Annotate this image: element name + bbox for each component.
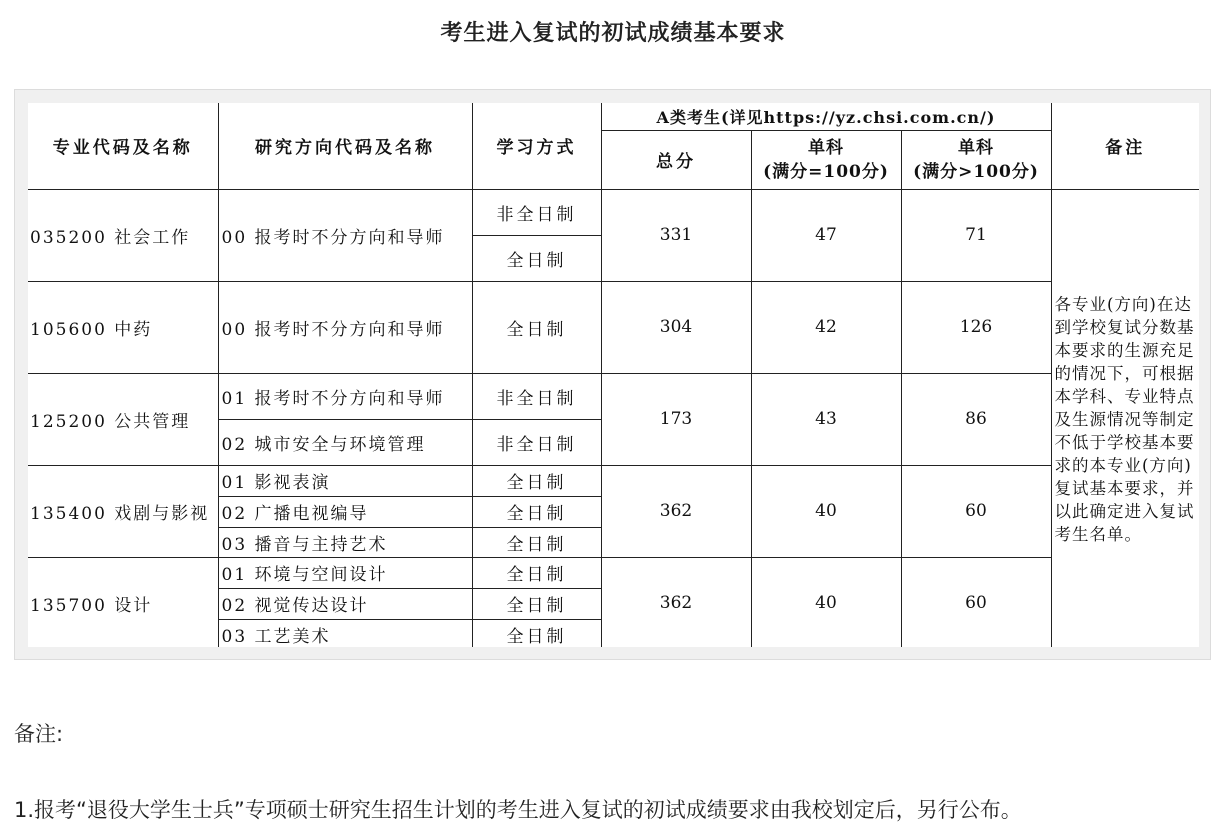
direction-cell: 01 环境与空间设计	[218, 557, 472, 588]
table-row	[28, 557, 1199, 588]
study-mode-cell: 非全日制	[472, 419, 601, 465]
direction-cell: 03 播音与主持艺术	[218, 527, 472, 557]
direction-cell: 00 报考时不分方向和导师	[218, 281, 472, 373]
total-score-cell: 362	[601, 465, 751, 557]
header-total: 总分	[601, 130, 751, 189]
header-mode: 学习方式	[472, 103, 601, 189]
direction-cell: 01 影视表演	[218, 465, 472, 496]
header-major: 专业代码及名称	[28, 103, 218, 189]
study-mode-cell: 全日制	[472, 235, 601, 281]
table-row	[28, 373, 1199, 419]
table-row	[28, 189, 1199, 235]
total-score-cell: 173	[601, 373, 751, 465]
study-mode-cell: 全日制	[472, 557, 601, 588]
header-single-over-100: 单科 (满分>100分)	[901, 130, 1051, 189]
single-score-100-cell: 40	[751, 557, 901, 647]
header-single-100: 单科 (满分=100分)	[751, 130, 901, 189]
total-score-cell: 331	[601, 189, 751, 281]
direction-cell: 02 城市安全与环境管理	[218, 419, 472, 465]
page-title: 考生进入复试的初试成绩基本要求	[440, 21, 786, 46]
header-category-a: A类考生(详见https://yz.chsi.com.cn/)	[601, 103, 1051, 130]
major-cell: 035200 社会工作	[28, 189, 218, 281]
notes-heading: 备注:	[14, 722, 64, 746]
table-row	[28, 465, 1199, 496]
single-score-100-cell: 40	[751, 465, 901, 557]
direction-cell: 01 报考时不分方向和导师	[218, 373, 472, 419]
direction-cell: 00 报考时不分方向和导师	[218, 189, 472, 281]
major-cell: 125200 公共管理	[28, 373, 218, 465]
score-requirements-table-image	[28, 103, 1199, 647]
study-mode-cell: 全日制	[472, 619, 601, 647]
score-requirements-table	[28, 103, 1199, 647]
note-item: 1.报考“退役大学生士兵”专项硕士研究生招生计划的考生进入复试的初试成绩要求由我校划定后，另行公布。	[14, 798, 1022, 822]
direction-cell: 02 视觉传达设计	[218, 588, 472, 619]
single-score-100-cell: 42	[751, 281, 901, 373]
table-row	[28, 281, 1199, 373]
single-score-over-100-cell: 86	[901, 373, 1051, 465]
single-score-over-100-cell: 60	[901, 557, 1051, 647]
single-score-100-cell: 43	[751, 373, 901, 465]
study-mode-cell: 非全日制	[472, 373, 601, 419]
direction-cell: 02 广播电视编导	[218, 496, 472, 527]
direction-cell: 03 工艺美术	[218, 619, 472, 647]
study-mode-cell: 全日制	[472, 527, 601, 557]
major-cell: 105600 中药	[28, 281, 218, 373]
study-mode-cell: 非全日制	[472, 189, 601, 235]
study-mode-cell: 全日制	[472, 496, 601, 527]
header-direction: 研究方向代码及名称	[218, 103, 472, 189]
single-score-over-100-cell: 60	[901, 465, 1051, 557]
study-mode-cell: 全日制	[472, 281, 601, 373]
header-remark: 备注	[1051, 103, 1199, 189]
study-mode-cell: 全日制	[472, 588, 601, 619]
major-cell: 135400 戏剧与影视	[28, 465, 218, 557]
major-cell: 135700 设计	[28, 557, 218, 647]
remark-cell: 各专业(方向)在达到学校复试分数基本要求的生源充足的情况下，可根据本学科、专业特点及生源情况等制定不低于学校基本要求的本专业(方向)复试基本要求，并以此确定进入复试考生名单。	[1051, 189, 1199, 647]
single-score-over-100-cell: 71	[901, 189, 1051, 281]
single-score-100-cell: 47	[751, 189, 901, 281]
total-score-cell: 362	[601, 557, 751, 647]
study-mode-cell: 全日制	[472, 465, 601, 496]
single-score-over-100-cell: 126	[901, 281, 1051, 373]
total-score-cell: 304	[601, 281, 751, 373]
